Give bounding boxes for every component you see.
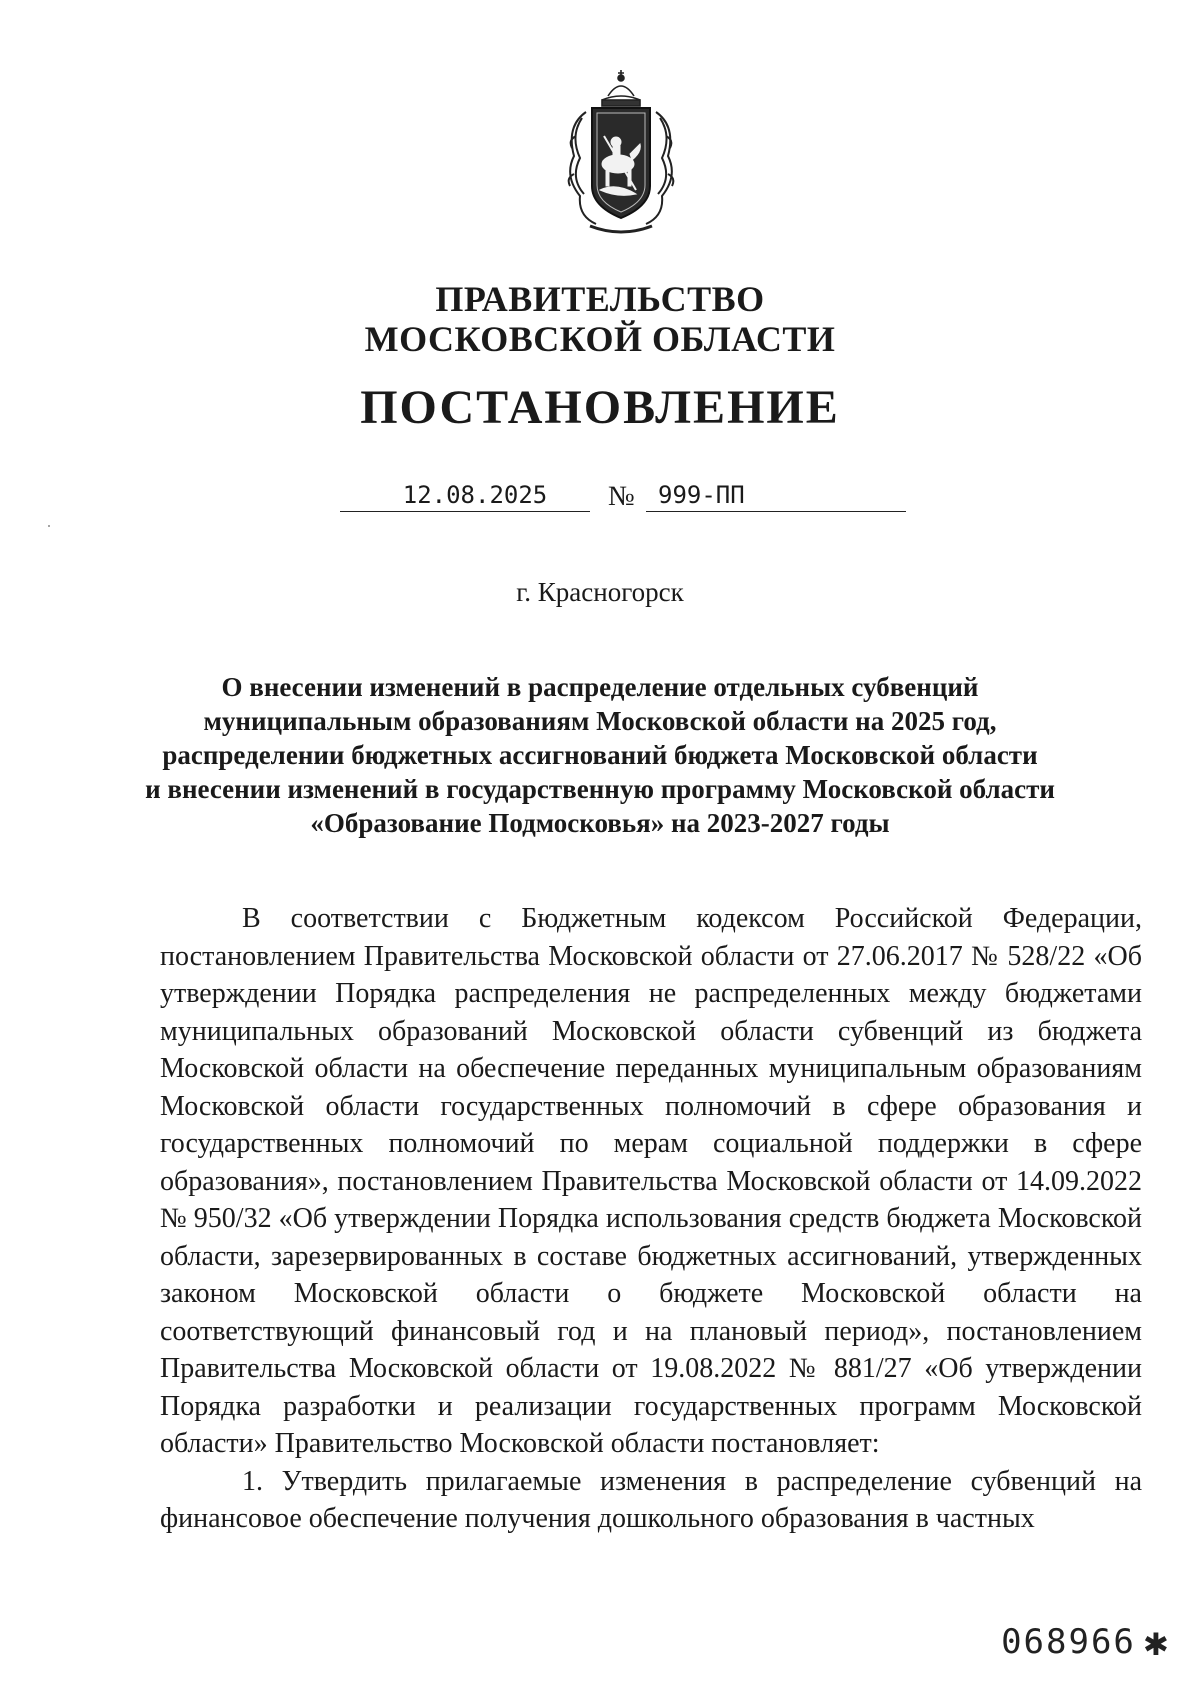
serial-number: 068966 [1001,1622,1136,1662]
document-type-title: ПОСТАНОВЛЕНИЕ [360,381,840,434]
document-body [160,900,1142,1538]
subject-line: муниципальным образованиям Московской области на 2025 год, [203,706,997,736]
issuing-city: г. Красногорск [516,577,684,607]
asterisk-icon: ✱ [1143,1619,1170,1665]
government-name-line2: МОСКОВСКОЙ ОБЛАСТИ [364,319,836,359]
subject-line: О внесении изменений в распределение отдельных субвенций [221,672,979,702]
document-subject [140,670,1060,840]
scan-speck [48,525,50,527]
number-sign: № [608,481,635,512]
subject-line: распределении бюджетных ассигнований бюджета Московской области [162,740,1038,770]
coat-of-arms-icon [556,66,686,238]
subject-line: и внесении изменений в государственную программу Московской области [145,774,1055,804]
document-date: 12.08.2025 [340,478,590,512]
serial-stamp [1001,1619,1170,1665]
document-number: 999-ПП [646,478,906,512]
clause-1-paragraph: 1. Утвердить прилагаемые изменения в распределение субвенций на финансовое обеспечение получения дошкольного образования в частных [160,1465,1142,1534]
subject-line: «Образование Подмосковья» на 2023-2027 годы [310,808,890,838]
preamble-paragraph: В соответствии с Бюджетным кодексом Российской Федерации, постановлением Правительства Московской области от 27.06.2017 № 528/22 «Об утверждении Порядка распределения не распределенных между бюджетами муниципальных образований Московской области субвенций из бюджета Московской области на обеспечение переданных муниципальным образованиям Московской области государственных полномочий в сфере образования и государственных полномочий по мерам социальной поддержки в сфере образования», постановлением Правительства Московской области от 14.09.2022 № 950/32 «Об утверждении Порядка использования средств бюджета Московской области, зарезервированных в составе бюджетных ассигнований, утвержденных законом Московской области о бюджете Московской области на соответствующий финансовый год и на плановый период», постановлением Правительства Московской области от 19.08.2022 № 881/27 «Об утверждении Порядка разработки и реализации государственных программ Московской области» Правительство Московской области постановляет: [160,903,1142,1459]
registration-row [0,478,1200,518]
government-name-line1: ПРАВИТЕЛЬСТВО [435,279,765,319]
